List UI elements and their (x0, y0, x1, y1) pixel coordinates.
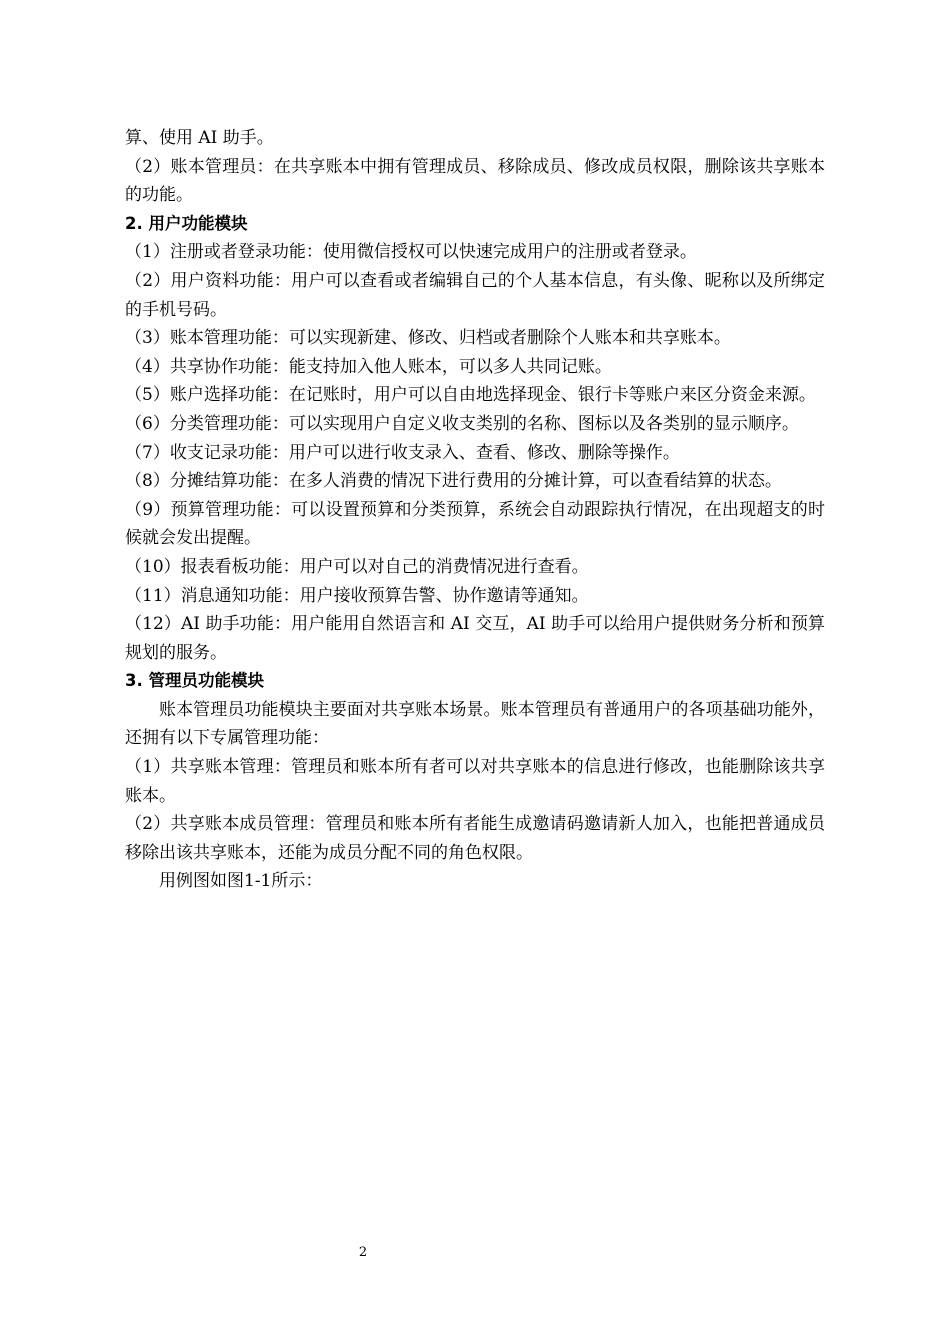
paragraph-budget-management: （9）预算管理功能：可以设置预算和分类预算，系统会自动跟踪执行情况，在出现超支的时候就会发出提醒。 (125, 499, 825, 549)
page-number: 2 (358, 1245, 368, 1260)
paragraph-report-dashboard: （10）报表看板功能：用户可以对自己的消费情况进行查看。 (125, 556, 589, 577)
paragraph-continuation: 算、使用 AI 助手。 (125, 128, 274, 148)
paragraph-user-profile: （2）用户资料功能：用户可以查看或者编辑自己的个人基本信息，有头像、昵称以及所绑定的手机号码。 (125, 270, 825, 320)
paragraph-figure-reference: 用例图如图1-1所示： (159, 871, 323, 892)
paragraph-transaction-records: （7）收支记录功能：用户可以进行收支录入、查看、修改、删除等操作。 (125, 442, 680, 463)
paragraph-account-selection: （5）账户选择功能：在记账时，用户可以自由地选择现金、银行卡等账户来区分资金来源。 (125, 385, 816, 406)
paragraph-admin-intro: 账本管理员功能模块主要面对共享账本场景。账本管理员有普通用户的各项基础功能外，还拥有以下专属管理功能： (125, 699, 825, 749)
body-text (125, 124, 825, 896)
section-heading-admin-module: 3. 管理员功能模块 (125, 671, 264, 691)
paragraph-ledger-management: （3）账本管理功能：可以实现新建、修改、归档或者删除个人账本和共享账本。 (125, 328, 731, 349)
paragraph-split-settlement: （8）分摊结算功能：在多人消费的情况下进行费用的分摊计算，可以查看结算的状态。 (125, 471, 782, 492)
section-heading-user-module: 2. 用户功能模块 (125, 213, 248, 233)
paragraph-register-login: （1）注册或者登录功能：使用微信授权可以快速完成用户的注册或者登录。 (125, 242, 697, 263)
paragraph-category-management: （6）分类管理功能：可以实现用户自定义收支类别的名称、图标以及各类别的显示顺序。 (125, 413, 799, 434)
paragraph-notifications: （11）消息通知功能：用户接收预算告警、协作邀请等通知。 (125, 585, 589, 606)
paragraph-shared-ledger-management: （1）共享账本管理：管理员和账本所有者可以对共享账本的信息进行修改，也能删除该共享账本。 (125, 757, 825, 806)
paragraph-sharing-collaboration: （4）共享协作功能：能支持加入他人账本，可以多人共同记账。 (125, 356, 612, 377)
paragraph-shared-ledger-members: （2）共享账本成员管理：管理员和账本所有者能生成邀请码邀请新人加入，也能把普通成员移除出该共享账本，还能为成员分配不同的角色权限。 (125, 814, 825, 863)
paragraph-ledger-admin-role: （2）账本管理员：在共享账本中拥有管理成员、移除成员、修改成员权限，删除该共享账本的功能。 (125, 156, 825, 206)
paragraph-ai-assistant: （12）AI 助手功能：用户能用自然语言和 AI 交互，AI 助手可以给用户提供财务分析和预算规划的服务。 (125, 614, 825, 663)
